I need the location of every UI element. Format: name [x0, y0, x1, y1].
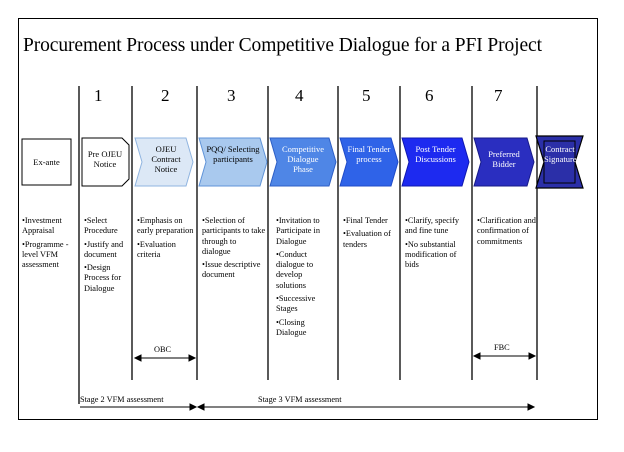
stage-number-2: 2 — [161, 86, 170, 105]
preferred-bidder-label: Preferred Bidder — [488, 149, 520, 169]
stage3-assessment-label: Stage 3 VFM assessment — [258, 395, 342, 404]
list-item: •Successive Stages — [276, 294, 316, 314]
stage3-arrow-right — [528, 404, 534, 410]
list-item: •Design Process for Dialogue — [84, 263, 122, 293]
list-item: •No substantial modification of bids — [405, 239, 457, 270]
stage-number-1: 1 — [94, 86, 103, 105]
list-item: •Select Procedure — [84, 216, 118, 236]
stage-2-items — [137, 216, 195, 263]
stage-5-items — [343, 216, 395, 253]
final-tender-label: Final Tender process — [347, 144, 391, 164]
obc-arrow-left — [135, 355, 141, 361]
stage-number-4: 4 — [295, 86, 304, 105]
stage-4-items — [276, 216, 334, 341]
stage-1-items — [84, 216, 134, 297]
contract-signature-label: Contract Signature — [544, 144, 577, 164]
stage2-assessment-label: Stage 2 VFM assessment — [80, 395, 164, 404]
list-item: •Issue descriptive document — [202, 260, 261, 280]
post-tender-label: Post Tender Discussions — [415, 144, 456, 164]
ex-ante-label: Ex-ante — [33, 157, 60, 167]
list-item: •Emphasis on early preparation — [137, 216, 194, 236]
list-item: •Investment Appraisal — [22, 216, 62, 236]
stage-number-3: 3 — [227, 86, 236, 105]
list-item: •Final Tender — [343, 216, 388, 225]
obc-arrow-right — [189, 355, 195, 361]
stage3-arrow-left — [198, 404, 204, 410]
stage-7-items — [477, 216, 543, 250]
stage-6-items — [405, 216, 469, 273]
list-item: •Clarify, specify and fine tune — [405, 216, 459, 236]
list-item: •Invitation to Participate in Dialogue — [276, 216, 321, 246]
stage-number-5: 5 — [362, 86, 371, 105]
stage-3-items — [202, 216, 266, 284]
ojeu-label: OJEU Contract Notice — [151, 144, 181, 174]
obc-label: OBC — [154, 345, 172, 354]
list-item: •Closing Dialogue — [276, 317, 307, 337]
dialogue-label: Competitive Dialogue Phase — [281, 144, 325, 174]
stage2-arrow-right — [190, 404, 196, 410]
list-item: •Justify and document — [84, 239, 124, 259]
stage-number-6: 6 — [425, 86, 434, 105]
list-item: •Evaluation of tenders — [343, 229, 391, 249]
ex-ante-items — [22, 216, 77, 273]
fbc-arrow-right — [529, 353, 535, 359]
list-item: •Conduct dialogue to develop solutions — [276, 249, 314, 290]
list-item: •Selection of participants to take through to dialogue — [202, 216, 266, 256]
diagram-title: Procurement Process under Competitive Dialogue for a PFI Project — [23, 35, 542, 56]
fbc-arrow-left — [474, 353, 480, 359]
pre-ojeu-label: Pre OJEU Notice — [87, 149, 123, 169]
pqq-label: PQQ/ Selecting participants — [206, 144, 260, 164]
list-item: •Programme -level VFM assessment — [22, 239, 69, 270]
fbc-label: FBC — [494, 343, 510, 352]
stage-number-7: 7 — [494, 86, 503, 105]
list-item: •Clarification and confirmation of commitments — [477, 216, 536, 246]
list-item: •Evaluation criteria — [137, 239, 176, 259]
